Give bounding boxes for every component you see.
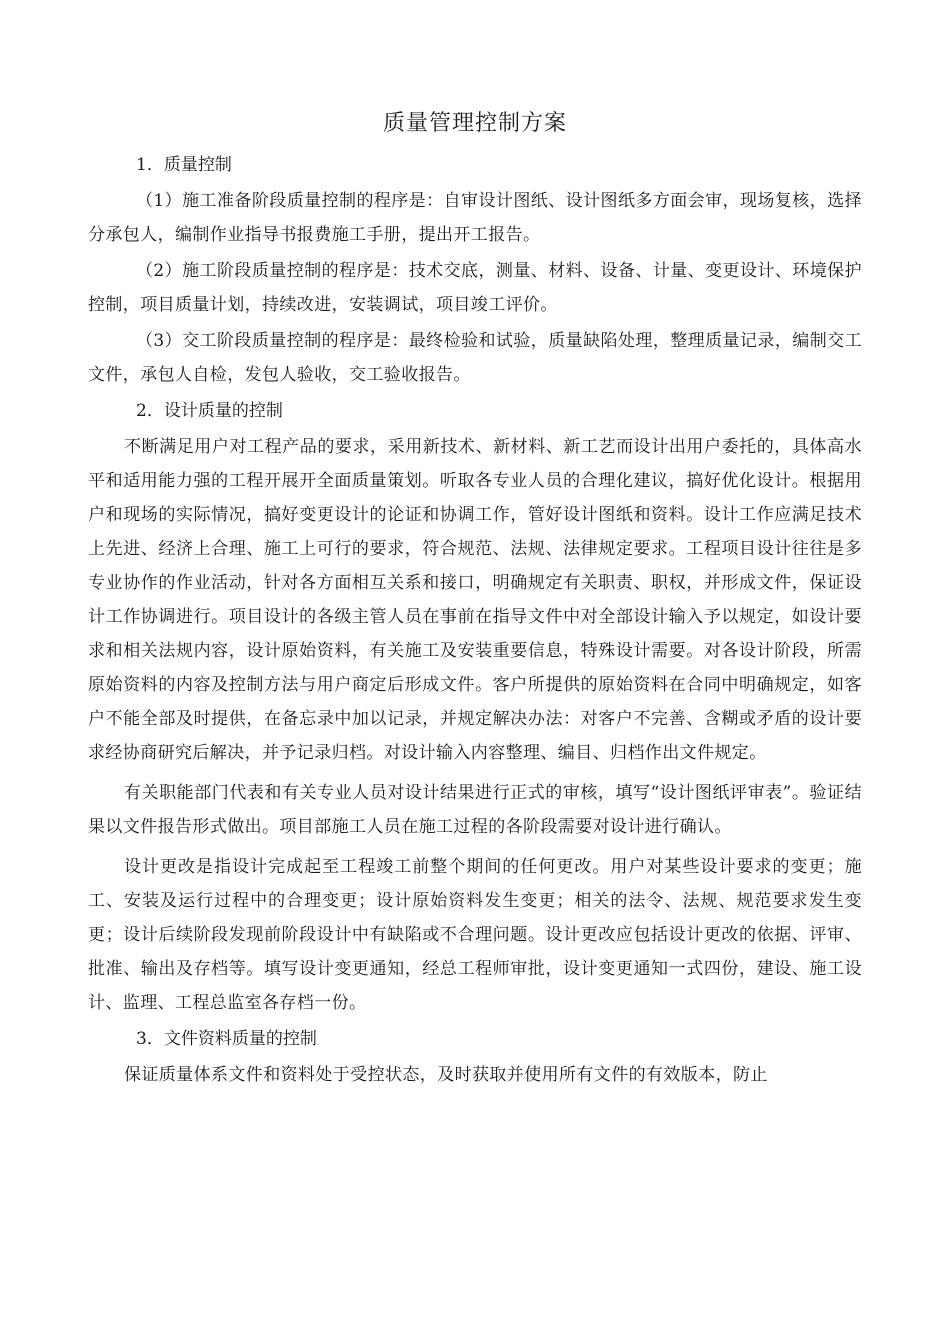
document-title: 质量管理控制方案 <box>382 111 567 136</box>
section-3-paragraph-1: 保证质量体系文件和资料处于受控状态，及时获取并使用所有文件的有效版本，防止 <box>124 1065 768 1085</box>
section-3-heading: 3．文件资料质量的控制 <box>136 1029 317 1049</box>
section-1-item-3: （3）交工阶段质量控制的程序是：最终检验和试验，质量缺陷处理，整理质量记录，编制交工文件，承包人自检，发包人验收，交工验收报告。 <box>88 331 862 385</box>
document-page <box>88 100 862 1092</box>
section-2-paragraph-1: 不断满足用户对工程产品的要求，采用新技术、新材料、新工艺而设计出用户委托的，具体高水平和适用能力强的工程开展开全面质量策划。听取各专业人员的合理化建议，搞好优化设计。根据用户和现场的实际情况，搞好变更设计的论证和协调工作，管好设计图纸和资料。设计工作应满足技术上先进、经济上合理、施工上可行的要求，符合规范、法规、法律规定要求。工程项目设计往往是多专业协作的作业活动，针对各方面相互关系和接口，明确规定有关职责、职权，并形成文件，保证设计工作协调进行。项目设计的各级主管人员在事前在指导文件中对全部设计输入予以规定，如设计要求和相关法规内容，设计原始资料，有关施工及安装重要信息，特殊设计需要。对各设计阶段，所需原始资料的内容及控制方法与用户商定后形成文件。客户所提供的原始资料在合同中明确规定，如客户不能全部及时提供，在备忘录中加以记录，并规定解决办法：对客户不完善、含糊或矛盾的设计要求经协商研究后解决，并予记录归档。对设计输入内容整理、编目、归档作出文件规定。 <box>88 437 862 763</box>
section-1-item-2: （2）施工阶段质量控制的程序是：技术交底，测量、材料、设备、计量、变更设计、环境保护控制，项目质量计划，持续改进，安装调试，项目竣工评价。 <box>88 261 862 315</box>
section-1-heading: 1．质量控制 <box>136 155 232 175</box>
section-2-paragraph-3: 设计更改是指设计完成起至工程竣工前整个期间的任何更改。用户对某些设计要求的变更；施工、安装及运行过程中的合理变更；设计原始资料发生变更；相关的法令、法规、规范要求发生变更；设计后续阶段发现前阶段设计中有缺陷或不合理问题。设计更改应包括设计更改的依据、评审、批准、输出及存档等。填写设计变更通知，经总工程师审批，设计变更通知一式四份，建设、施工设计、监理、工程总监室各存档一份。 <box>88 857 862 1013</box>
section-2-paragraph-2: 有关职能部门代表和有关专业人员对设计结果进行正式的审核，填写“设计图纸评审表”。验证结果以文件报告形式做出。项目部施工人员在施工过程的各阶段需要对设计进行确认。 <box>88 783 862 837</box>
section-1-item-1: （1）施工准备阶段质量控制的程序是：自审设计图纸、设计图纸多方面会审，现场复核，选择分承包人，编制作业指导书报费施工手册，提出开工报告。 <box>88 191 862 245</box>
section-2-heading: 2．设计质量的控制 <box>136 401 283 421</box>
